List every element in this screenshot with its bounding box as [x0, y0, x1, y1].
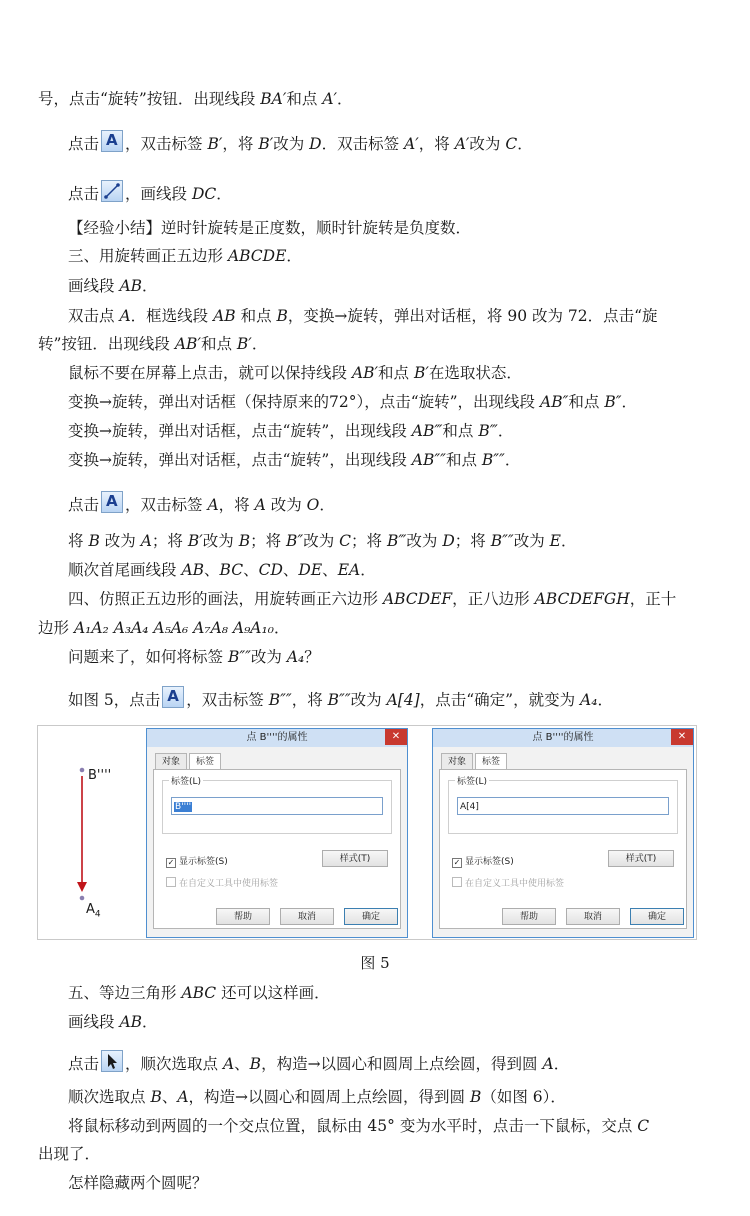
var: B″″ — [490, 532, 514, 550]
var: AB — [213, 307, 236, 325]
properties-dialog-before — [146, 728, 408, 938]
style-button[interactable]: 样式(T) — [608, 850, 674, 867]
text: 变换→旋转，弹出对话框，点击“旋转”，出现线段 — [68, 451, 412, 469]
arrow-select-tool-icon — [101, 1050, 123, 1072]
text: 改为 — [406, 532, 443, 550]
label-group — [448, 777, 678, 834]
checkbox-empty-icon[interactable] — [166, 877, 176, 887]
text: 、 — [282, 561, 299, 579]
text: 画线段 — [68, 277, 120, 295]
custom-tool-checkbox[interactable] — [452, 876, 564, 889]
paragraph: 出现了． — [38, 1145, 101, 1163]
text: ． — [560, 532, 577, 550]
cancel-button[interactable]: 取消 — [280, 908, 334, 925]
var: A — [140, 532, 152, 550]
text: ，构造→以圆心和圆周上点绘圆，得到圆 — [261, 1055, 543, 1073]
text: ，顺次选取点 — [125, 1055, 223, 1073]
paragraph — [68, 1086, 566, 1108]
var: C — [637, 1117, 650, 1135]
paragraph — [68, 275, 158, 297]
var: A — [177, 1088, 189, 1106]
text: ，正八边形 — [452, 590, 535, 608]
var: D — [309, 135, 322, 153]
var: EA — [337, 561, 361, 579]
text: 改为 — [250, 648, 287, 666]
paragraph — [68, 130, 533, 155]
text: ，正十 — [629, 590, 677, 608]
text: ． — [251, 335, 268, 353]
text: 变换→旋转，弹出对话框（保持原来的72°），点击“旋转”，出现线段 — [68, 393, 540, 411]
paragraph — [38, 88, 353, 110]
checkbox-checked-icon[interactable]: ✓ — [167, 858, 175, 867]
paragraph — [68, 1115, 649, 1137]
figure-caption: 图 5 — [360, 954, 390, 972]
text: ，将 — [291, 691, 328, 709]
var: D — [442, 532, 455, 550]
var: AB — [181, 561, 205, 579]
text: ． — [360, 561, 376, 579]
text: 和点 — [200, 335, 237, 353]
text: ． — [597, 691, 613, 709]
properties-dialog-after — [432, 728, 694, 938]
input-value: B'''' — [175, 802, 192, 812]
text: 和点 — [286, 90, 323, 108]
paragraph — [68, 180, 232, 205]
paragraph — [68, 305, 658, 327]
text: （如图 6）． — [481, 1088, 566, 1106]
text: 和点 — [445, 451, 482, 469]
help-button[interactable]: 帮助 — [216, 908, 270, 925]
text: ． — [286, 247, 302, 265]
text: ．框选线段 — [130, 307, 214, 325]
text: 四、仿照正五边形的画法，用旋转画正六边形 — [68, 590, 383, 608]
show-label-checkbox[interactable] — [166, 854, 228, 868]
ok-button[interactable]: 确定 — [630, 908, 684, 925]
text: ． — [142, 1013, 158, 1031]
text: 三、用旋转画正五边形 — [68, 247, 228, 265]
close-icon[interactable]: ✕ — [385, 729, 407, 745]
dialog-title: 点 B''''的属性 — [147, 729, 407, 747]
var: B′ — [413, 364, 429, 382]
text: ，画线段 — [125, 185, 192, 203]
text: 和点 — [378, 364, 414, 382]
text: ，构造→以圆心和圆周上点绘圆，得到圆 — [188, 1088, 470, 1106]
paragraph — [38, 333, 267, 355]
var: A — [542, 1055, 554, 1073]
paragraph — [68, 982, 330, 1004]
point-label-top: B'''' — [88, 768, 112, 783]
paragraph — [68, 646, 320, 668]
var: E — [549, 532, 561, 550]
show-label-checkbox[interactable] — [452, 854, 514, 868]
var: ABCDEF — [382, 590, 453, 608]
text: 、 — [204, 561, 220, 579]
text: ，双击标签 — [125, 135, 208, 153]
paragraph — [68, 588, 676, 610]
var: B — [238, 532, 251, 550]
style-button[interactable]: 样式(T) — [322, 850, 388, 867]
text: ． — [142, 277, 158, 295]
var: B′ — [258, 135, 274, 153]
var: B′ — [236, 335, 252, 353]
text: 和点 — [442, 422, 479, 440]
var: AB — [119, 1013, 143, 1031]
text: ． — [319, 496, 335, 514]
text: 点击 — [68, 1055, 100, 1073]
dialog-title: 点 B''''的属性 — [433, 729, 693, 747]
close-icon[interactable]: ✕ — [671, 729, 693, 745]
checkbox-empty-icon[interactable] — [452, 877, 462, 887]
text: 如图 5，点击 — [68, 691, 161, 709]
var: B — [150, 1088, 162, 1106]
paragraph — [68, 245, 302, 267]
label-sub: 4 — [94, 909, 101, 920]
tab-panel — [153, 769, 401, 929]
var: B′ — [207, 135, 223, 153]
text: ；将 — [151, 532, 188, 550]
var: B″″ — [481, 451, 505, 469]
paragraph — [68, 449, 520, 471]
text: 将 — [68, 532, 89, 550]
label-input[interactable]: A[4] — [457, 797, 669, 815]
paragraph — [68, 1050, 569, 1075]
var: A — [119, 307, 131, 325]
var: A₄ — [580, 691, 598, 709]
var: B″ — [286, 532, 304, 550]
var: AB′ — [351, 364, 379, 382]
var: B — [88, 532, 100, 550]
text: 改为 — [469, 135, 506, 153]
paragraph — [68, 391, 637, 413]
text: ；将 — [351, 532, 387, 550]
help-button[interactable]: 帮助 — [502, 908, 556, 925]
text: ． — [621, 393, 638, 411]
text: 转”按钮．出现线段 — [38, 335, 175, 353]
cancel-button[interactable]: 取消 — [566, 908, 620, 925]
var: B — [249, 1055, 262, 1073]
point-a4 — [80, 896, 85, 901]
text: ，将 — [418, 135, 455, 153]
var: A — [222, 1055, 235, 1073]
ok-button[interactable]: 确定 — [344, 908, 398, 925]
checkbox-label: 显示标签(S) — [179, 857, 228, 867]
var: AB″″ — [411, 451, 446, 469]
text: ．双击标签 — [321, 135, 405, 153]
var: B″″ — [327, 691, 351, 709]
var: A′ — [454, 135, 470, 153]
text: 问题来了，如何将标签 — [68, 648, 228, 666]
text: 边形 — [38, 619, 74, 637]
text: 、 — [161, 1088, 178, 1106]
var: BC — [219, 561, 244, 579]
checkbox-label: 在自定义工具中使用标签 — [179, 879, 279, 889]
text: ． — [497, 422, 514, 440]
var: B″ — [604, 393, 622, 411]
tab-object[interactable]: 对象 — [155, 753, 187, 771]
text: ；将 — [454, 532, 491, 550]
var: A′ — [404, 135, 419, 153]
var: AB — [119, 277, 143, 295]
text: 点击 — [68, 135, 100, 153]
var: C — [505, 135, 518, 153]
var: B″″ — [227, 648, 251, 666]
var: A[4] — [386, 691, 420, 709]
paragraph — [68, 1011, 158, 1033]
text: 改为 — [273, 135, 310, 153]
text: ． — [216, 185, 232, 203]
text: 、 — [234, 1055, 250, 1073]
text: 和点 — [568, 393, 605, 411]
tab-panel — [439, 769, 687, 929]
var: CD — [258, 561, 283, 579]
var: BA′ — [260, 90, 287, 108]
text: 点击 — [68, 496, 100, 514]
checkbox-label: 在自定义工具中使用标签 — [465, 879, 565, 889]
checkbox-label: 显示标签(S) — [465, 857, 514, 867]
paragraph — [68, 530, 576, 552]
var: A′ — [322, 90, 338, 108]
var: A — [254, 496, 266, 514]
point-b — [80, 768, 85, 773]
var: A₁A₂ A₃A₄ A₅A₆ A₇A₈ A₉A₁₀ — [73, 619, 274, 637]
label-input[interactable] — [171, 797, 383, 815]
var: B‴ — [478, 422, 498, 440]
text: 改为 — [513, 532, 550, 550]
paragraph: 【经验小结】逆时针旋转是正度数，顺时针旋转是负度数． — [68, 219, 472, 237]
text: 改为 — [350, 691, 387, 709]
custom-tool-checkbox[interactable] — [166, 876, 278, 889]
text: 还可以这样画． — [216, 984, 330, 1002]
text: 、 — [243, 561, 259, 579]
var: B″″ — [268, 691, 292, 709]
var: C — [339, 532, 352, 550]
text: 变换→旋转，弹出对话框，点击“旋转”，出现线段 — [68, 422, 412, 440]
paragraph — [68, 362, 522, 384]
tab-label[interactable]: 标签 — [189, 753, 221, 771]
var: AB′ — [174, 335, 201, 353]
var: ABCDEFGH — [534, 590, 630, 608]
paragraph — [68, 559, 376, 581]
var: A₄ — [286, 648, 305, 666]
var: A — [207, 496, 219, 514]
label-group — [162, 777, 392, 834]
text: ． — [504, 451, 521, 469]
tab-object[interactable]: 对象 — [441, 753, 473, 771]
text: ，将 — [218, 496, 255, 514]
text: 顺次选取点 — [68, 1088, 151, 1106]
text-tool-icon — [162, 686, 184, 708]
geometry-preview — [38, 726, 148, 939]
text: ，双击标签 — [125, 496, 208, 514]
var: AB‴ — [411, 422, 443, 440]
var: B′ — [187, 532, 203, 550]
paragraph: 怎样隐藏两个圆呢？ — [68, 1174, 208, 1192]
text: ． — [517, 135, 533, 153]
var: B — [469, 1088, 482, 1106]
text: ． — [337, 90, 353, 108]
var: B — [276, 307, 288, 325]
paragraph — [68, 420, 513, 442]
text: 点击 — [68, 185, 100, 203]
segment-tool-icon — [101, 180, 123, 202]
text: ，变换→旋转，弹出对话框，将 90 改为 72．点击“旋 — [287, 307, 658, 325]
text: 在选取状态． — [428, 364, 522, 382]
paragraph — [38, 617, 289, 639]
checkbox-checked-icon[interactable]: ✓ — [453, 858, 461, 867]
text: 改为 — [99, 532, 141, 550]
group-label: 标签(L) — [169, 774, 203, 787]
var: AB″ — [540, 393, 569, 411]
text: 顺次首尾画线段 — [68, 561, 182, 579]
text: 双击点 — [68, 307, 120, 325]
tab-label[interactable]: 标签 — [475, 753, 507, 771]
text: 改为 — [202, 532, 239, 550]
text: 和点 — [235, 307, 277, 325]
text: 号，点击“旋转”按钮．出现线段 — [38, 90, 261, 108]
var: ABC — [181, 984, 217, 1002]
var: DC — [191, 185, 217, 203]
arrow-head — [77, 882, 87, 892]
text: 五、等边三角形 — [68, 984, 182, 1002]
text: 将鼠标移动到两圆的一个交点位置，鼠标由 45° 变为水平时，点击一下鼠标，交点 — [68, 1117, 638, 1135]
text: ？ — [304, 648, 320, 666]
var: O — [306, 496, 320, 514]
var: B‴ — [386, 532, 407, 550]
text: 、 — [322, 561, 338, 579]
paragraph — [68, 491, 335, 516]
figure-5 — [37, 725, 697, 940]
text: 改为 — [265, 496, 307, 514]
var: DE — [298, 561, 323, 579]
paragraph — [68, 686, 613, 711]
text: 改为 — [303, 532, 340, 550]
label-main: A — [86, 902, 95, 917]
text: ． — [553, 1055, 570, 1073]
text: ，点击“确定”，就变为 — [419, 691, 581, 709]
text-tool-icon — [101, 491, 123, 513]
text: 鼠标不要在屏幕上点击，就可以保持线段 — [68, 364, 352, 382]
group-label: 标签(L) — [455, 774, 489, 787]
text: ，双击标签 — [186, 691, 269, 709]
text: 画线段 — [68, 1013, 120, 1031]
text: ，将 — [222, 135, 259, 153]
text: ． — [273, 619, 290, 637]
var: ABCDE — [227, 247, 287, 265]
text: ；将 — [250, 532, 287, 550]
text-tool-icon — [101, 130, 123, 152]
point-label-bottom — [86, 902, 101, 920]
